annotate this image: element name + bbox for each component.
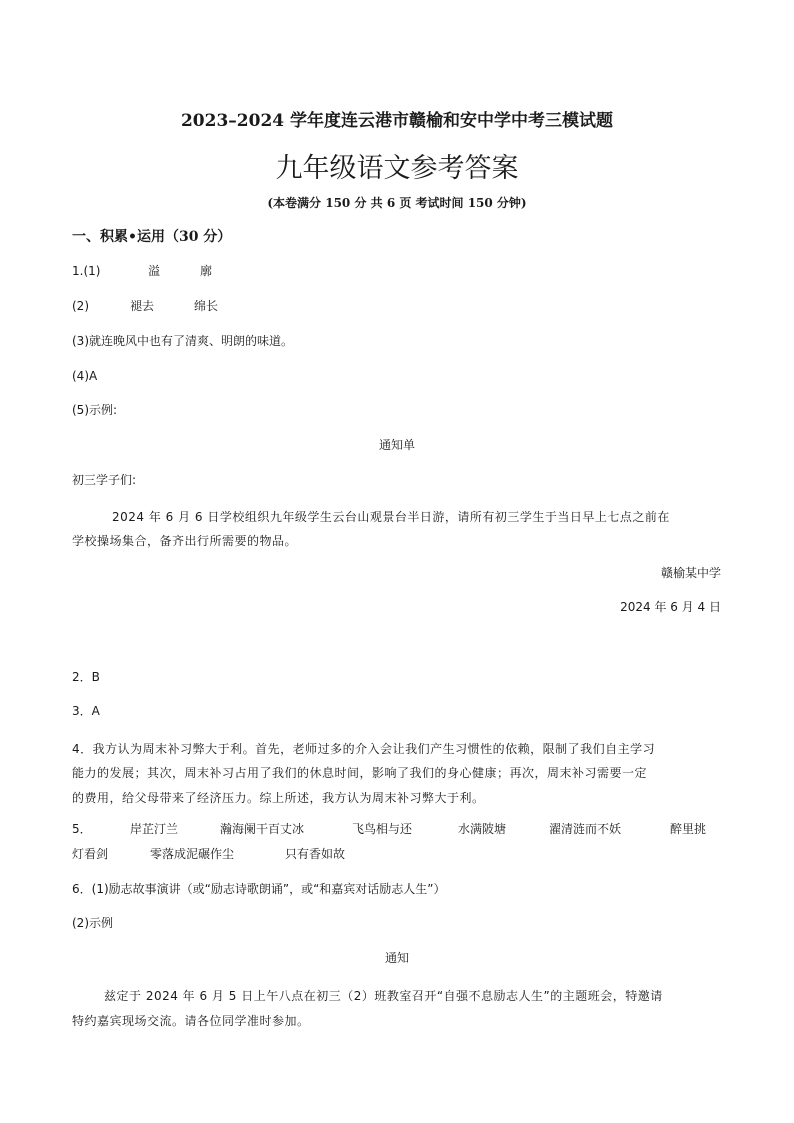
q5-item: 零落成泥碾作尘 <box>150 847 235 861</box>
q5-item: 飞鸟相与还 <box>352 822 413 836</box>
q6-2-label: (2)示例 <box>72 916 113 930</box>
q5-item: 瀚海阑干百丈冰 <box>220 822 305 836</box>
notice2-body-line2: 特约嘉宾现场交流。请各位同学准时参加。 <box>72 1014 310 1028</box>
exam-title: 2023–2024 学年度连云港市赣榆和安中学中考三模试题 <box>180 111 614 131</box>
notice2-title: 通知 <box>384 951 409 965</box>
q4-line2: 能力的发展；其次，周末补习占用了我们的休息时间，影响了我们的身心健康；再次，周末补习需要一定 <box>72 766 648 780</box>
notice1-body-line1: 2024 年 6 月 6 日学校组织九年级学生云台山观景台半日游，请所有初三学生于当日早上七点之前在 <box>112 510 670 524</box>
q5-item: 只有香如故 <box>285 847 346 861</box>
q6-1-answer: 6．(1)励志故事演讲（或“励志诗歌朗诵”，或“和嘉宾对话励志人生”） <box>72 882 446 896</box>
notice1-greeting: 初三学子们: <box>72 473 137 487</box>
exam-info: (本卷满分 150 分 共 6 页 考试时间 150 分钟) <box>267 196 527 210</box>
q1-1-answer-b: 廓 <box>200 264 213 278</box>
notice1-body-line2: 学校操场集合，备齐出行所需要的物品。 <box>72 534 298 548</box>
q3-answer: 3．A <box>72 704 100 718</box>
q1-3-answer: (3)就连晚风中也有了清爽、明朗的味道。 <box>72 334 293 348</box>
q5-item: 水满陂塘 <box>458 822 507 836</box>
q4-line3: 的费用，给父母带来了经济压力。综上所述，我方认为周末补习弊大于利。 <box>72 791 485 805</box>
q5-item: 岸芷汀兰 <box>130 822 179 836</box>
notice1-date: 2024 年 6 月 4 日 <box>620 600 721 614</box>
q5-item: 灯看剑 <box>72 847 109 861</box>
q1-4-answer: (4)A <box>72 369 98 383</box>
q5-label: 5． <box>72 822 92 836</box>
q1-1-answer-a: 溢 <box>148 264 161 278</box>
q5-item: 醉里挑 <box>670 822 707 836</box>
q4-line1: 4．我方认为周末补习弊大于利。首先，老师过多的介入会让我们产生习惯性的依赖，限制了我们自主学习 <box>72 742 656 756</box>
q5-item: 濯清涟而不妖 <box>549 822 622 836</box>
q1-2-answer-b: 绵长 <box>194 299 219 313</box>
q2-answer: 2．B <box>72 670 100 684</box>
q1-1-label: 1.(1) <box>72 264 101 278</box>
q1-2-answer-a: 褪去 <box>130 299 155 313</box>
q1-2-label: (2) <box>72 299 89 313</box>
notice2-body-line1: 兹定于 2024 年 6 月 5 日上午八点在初三（2）班教室召开“自强不息励志人生”的主题班会，特邀请 <box>104 989 663 1003</box>
document-title: 九年级语文参考答案 <box>275 153 519 184</box>
notice1-title: 通知单 <box>378 438 415 452</box>
q1-5-label: (5)示例: <box>72 403 118 417</box>
section-heading: 一、积累•运用（30 分） <box>72 229 232 245</box>
notice1-signature: 赣榆某中学 <box>660 566 721 580</box>
